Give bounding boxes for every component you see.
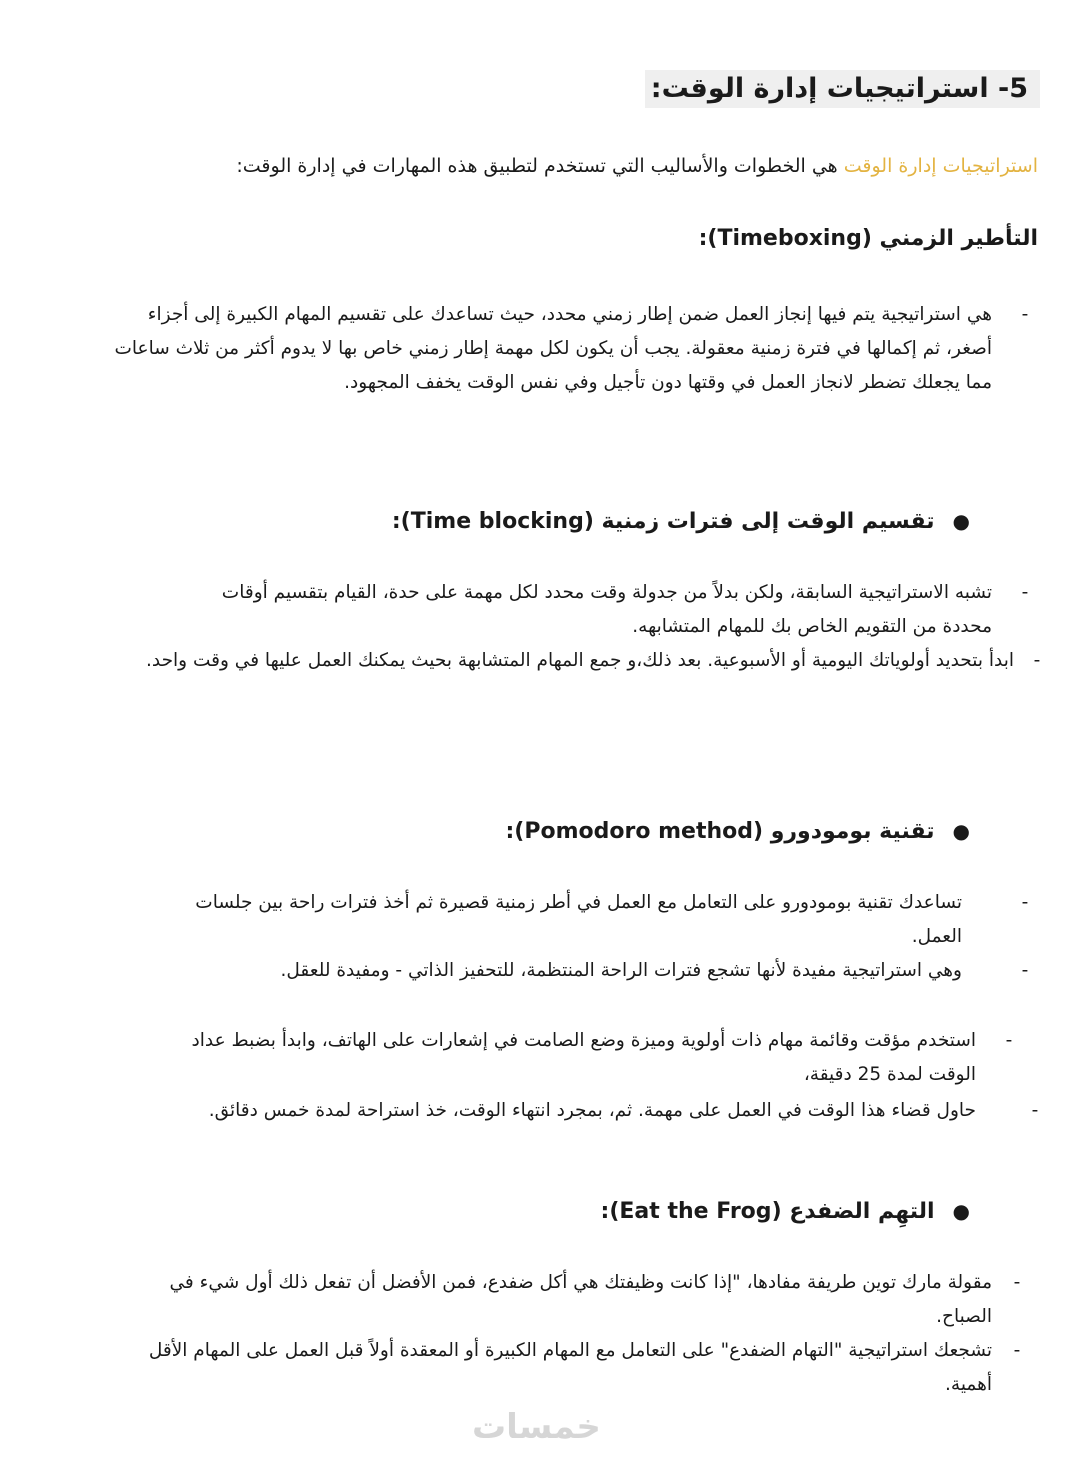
list-item bbox=[112, 298, 1029, 400]
list-item bbox=[172, 576, 1029, 644]
list-item-text: وهي استراتيجية مفيدة لأنها تشجع فترات الراحة المنتظمة، للتحفيز الذاتي - ومفيدة للعقل. bbox=[280, 960, 962, 981]
heading-timeblocking bbox=[392, 504, 970, 539]
heading-frog-text: التهِم الضفدع (Eat the Frog): bbox=[600, 1199, 935, 1224]
pomodoro-list bbox=[182, 886, 1029, 988]
dash-marker: - bbox=[1005, 1030, 1013, 1051]
dash-marker: - bbox=[1021, 960, 1029, 981]
dash-marker: - bbox=[1021, 582, 1029, 603]
list-item bbox=[132, 1334, 1021, 1402]
pomodoro-list-3 bbox=[146, 1094, 1039, 1128]
intro-paragraph bbox=[236, 150, 1038, 182]
frog-list bbox=[132, 1266, 1021, 1402]
dash-marker: - bbox=[1033, 650, 1041, 671]
list-item-text: تشبه الاستراتيجية السابقة، ولكن بدلاً من جدولة وقت محدد لكل مهمة على حدة، القيام بتقسيم أوقات محددة من التقويم الخاص بك للمهام المتشابهه. bbox=[221, 582, 992, 637]
bullet-icon: ● bbox=[952, 819, 970, 843]
heading-frog bbox=[601, 1194, 970, 1229]
intro-accent-text: استراتيجيات إدارة الوقت bbox=[843, 155, 1038, 177]
list-item-text: حاول قضاء هذا الوقت في العمل على مهمة. ثم، بمجرد انتهاء الوقت، خذ استراحة لمدة خمس دقائق. bbox=[208, 1100, 976, 1121]
timeboxing-list bbox=[112, 298, 1029, 400]
heading-timeblocking-text: تقسيم الوقت إلى فترات زمنية (Time blocking): bbox=[391, 509, 935, 534]
list-item-text: هي استراتيجية يتم فيها إنجاز العمل ضمن إطار زمني محدد، حيث تساعدك على تقسيم المهام الكبيرة إلى أجزاء أصغر، ثم إكمالها في فترة زمنية معقولة. يجب أن يكون لكل مهمة إطار زمني خاص بها لا يدوم أكثر من ثلاث ساعات مما يجعلك تضطر لانجاز العمل في وقتها دون تأجيل وفي نفس الوقت يخفف المجهود. bbox=[114, 304, 992, 393]
heading-pomodoro bbox=[505, 814, 970, 849]
intro-text: هي الخطوات والأساليب التي تستخدم لتطبيق هذه المهارات في إدارة الوقت: bbox=[236, 155, 844, 177]
bullet-icon: ● bbox=[952, 509, 970, 533]
heading-timeboxing: التأطير الزمني (Timeboxing): bbox=[698, 226, 1038, 251]
list-item-text: ابدأ بتحديد أولوياتك اليومية أو الأسبوعية. بعد ذلك،و جمع المهام المتشابهة بحيث يمكنك العمل عليها في وقت واحد. bbox=[145, 650, 1014, 671]
list-item-text: استخدم مؤقت وقائمة مهام ذات أولوية وميزة وضع الصامت في إشعارات على الهاتف، وابدأ بضبط عداد الوقت لمدة 25 دقيقة، bbox=[191, 1030, 976, 1085]
dash-marker: - bbox=[1021, 304, 1029, 325]
timeblocking-list-2 bbox=[144, 644, 1041, 678]
dash-marker: - bbox=[1031, 1100, 1039, 1121]
dash-marker: - bbox=[1021, 892, 1029, 913]
list-item bbox=[132, 1266, 1021, 1334]
section-title: 5- استراتيجيات إدارة الوقت: bbox=[645, 70, 1040, 108]
list-item-text: تساعدك تقنية بومودورو على التعامل مع العمل في أطر زمنية قصيرة ثم أخذ فترات راحة بين جلسات العمل. bbox=[195, 892, 962, 947]
list-item bbox=[144, 644, 1041, 678]
watermark-logo: خمسات bbox=[472, 1407, 601, 1447]
list-item bbox=[146, 1024, 1013, 1092]
heading-pomodoro-text: تقنية بومودورو (Pomodoro method): bbox=[505, 819, 935, 844]
bullet-icon: ● bbox=[952, 1199, 970, 1223]
dash-marker: - bbox=[1013, 1272, 1021, 1293]
list-item-text: تشجعك استراتيجية "التهام الضفدع" على التعامل مع المهام الكبيرة أو المعقدة أولاً قبل العمل على المهام الأقل أهمية. bbox=[148, 1340, 992, 1395]
list-item bbox=[182, 954, 1029, 988]
list-item bbox=[146, 1094, 1039, 1128]
pomodoro-list-2 bbox=[146, 1024, 1013, 1092]
list-item-text: مقولة مارك توين طريفة مفادها، "إذا كانت وظيفتك هي أكل ضفدع، فمن الأفضل أن تفعل ذلك أول شيء في الصباح. bbox=[169, 1272, 992, 1327]
dash-marker: - bbox=[1013, 1340, 1021, 1361]
timeblocking-list bbox=[172, 576, 1029, 644]
list-item bbox=[182, 886, 1029, 954]
